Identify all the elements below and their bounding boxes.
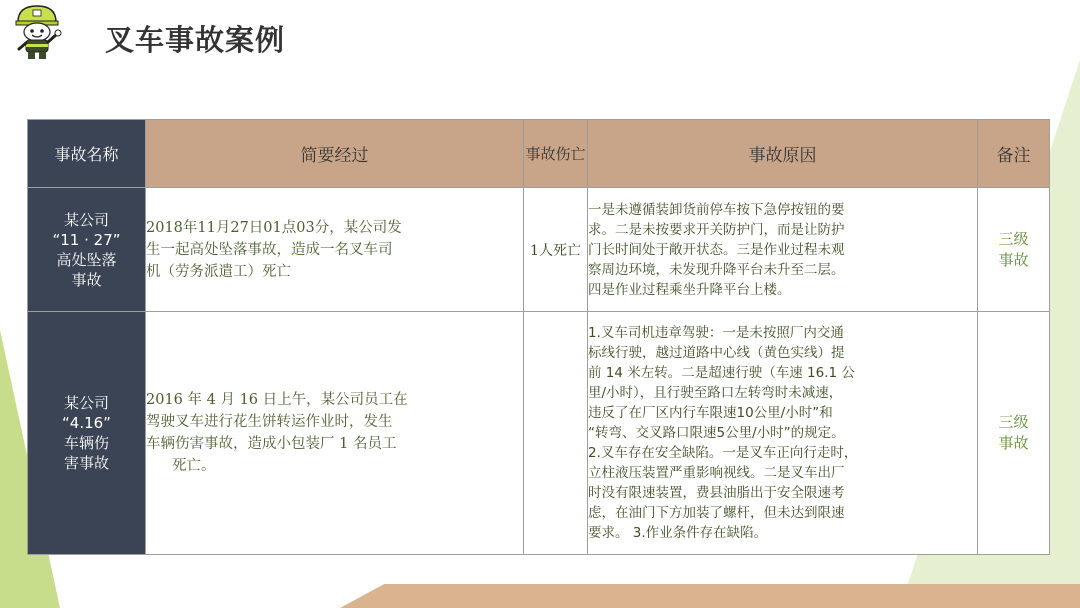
cause-line: 要求。 3.作业条件存在缺陷。: [588, 525, 768, 541]
accident-name-line: 事故: [71, 270, 102, 289]
process-line: 生一起高处坠落事故，造成一名叉车司: [146, 241, 393, 258]
table-header-row: [28, 120, 1050, 188]
header-cause: 事故原因: [588, 120, 978, 188]
cause-line: 察周边环境，未发现升降平台未升至二层。: [588, 261, 845, 278]
cause-cell: [588, 188, 978, 312]
cause-line: 求。二是未按要求开关防护门，而是让防护: [588, 221, 845, 238]
cause-line: 四是作业过程乘坐升降平台上楼。: [588, 281, 791, 298]
cause-line: 前 14 米左转。二是超速行驶（车速 16.1 公: [588, 365, 855, 381]
accident-name-line: 高处坠落: [56, 250, 117, 269]
remark-line: 三级: [998, 229, 1029, 248]
brief-process-cell: [146, 312, 524, 555]
accident-name-line: 某公司: [63, 394, 109, 412]
remark-line: 三级: [998, 413, 1029, 431]
cause-line: 一是未遵循装卸货前停车按下急停按钮的要: [588, 201, 845, 218]
cause-line: 虑，在油门下方加装了螺杆，但未达到限速: [588, 505, 845, 521]
process-line: 死亡。: [172, 458, 216, 474]
table-row: [28, 312, 1050, 555]
cause-line: 时没有限速装置，费县油脂出于安全限速考: [588, 485, 845, 501]
process-line: 2018年11月27日01点03分，某公司发: [146, 219, 402, 236]
page-title: 叉车事故案例: [105, 23, 286, 57]
cause-line: 立柱液压装置严重影响视线。二是叉车出厂: [588, 465, 845, 481]
header-accident-name: 事故名称: [28, 120, 146, 188]
cause-line: 违反了在厂区内行车限速10公里/小时”和: [588, 405, 833, 421]
accident-name-line: 害事故: [63, 454, 109, 472]
remark-cell: [978, 188, 1050, 312]
process-line: 2016 年 4 月 16 日上午，某公司员工在: [146, 392, 408, 408]
header-remark: 备注: [978, 120, 1050, 188]
header-casualty: 事故伤亡: [524, 120, 588, 188]
remark-line: 事故: [998, 434, 1029, 452]
safety-worker-mascot-icon: [10, 2, 64, 60]
cause-line: “转弯、交叉路口限速5公里/小时”的规定。: [588, 425, 845, 441]
cause-line: 标线行驶，越过道路中心线（黄色实线）提: [588, 345, 845, 361]
accident-case-table: [27, 119, 1050, 555]
cause-line: 2.叉车存在安全缺陷。一是叉车正向行走时，: [588, 445, 858, 461]
cause-cell: [588, 312, 978, 555]
process-line: 车辆伤害事故，造成小包装厂 1 名员工: [146, 436, 397, 452]
accident-name-line: 车辆伤: [63, 434, 109, 452]
decorative-tan-footer-bar: [340, 584, 1080, 608]
accident-name-line: “11 · 27”: [52, 230, 121, 249]
cause-line: 里/小时），且行驶至路口左转弯时未减速，: [588, 385, 843, 401]
casualty-cell: 1人死亡: [524, 188, 588, 312]
accident-name-line: 某公司: [63, 210, 109, 229]
casualty-cell: [524, 312, 588, 555]
remark-line: 事故: [998, 250, 1029, 269]
accident-name-cell: [28, 312, 146, 555]
accident-name-cell: [28, 188, 146, 312]
cause-line: 门长时间处于敞开状态。三是作业过程未观: [588, 241, 845, 258]
accident-name-line: “4.16”: [62, 414, 111, 432]
header-brief-process: 简要经过: [146, 120, 524, 188]
brief-process-cell: [146, 188, 524, 312]
process-line: 驾驶叉车进行花生饼转运作业时，发生: [146, 414, 393, 430]
cause-line: 1.叉车司机违章驾驶：一是未按照厂内交通: [588, 325, 844, 341]
table-row: [28, 188, 1050, 312]
remark-cell: [978, 312, 1050, 555]
process-line: 机（劳务派遣工）死亡: [146, 263, 291, 280]
